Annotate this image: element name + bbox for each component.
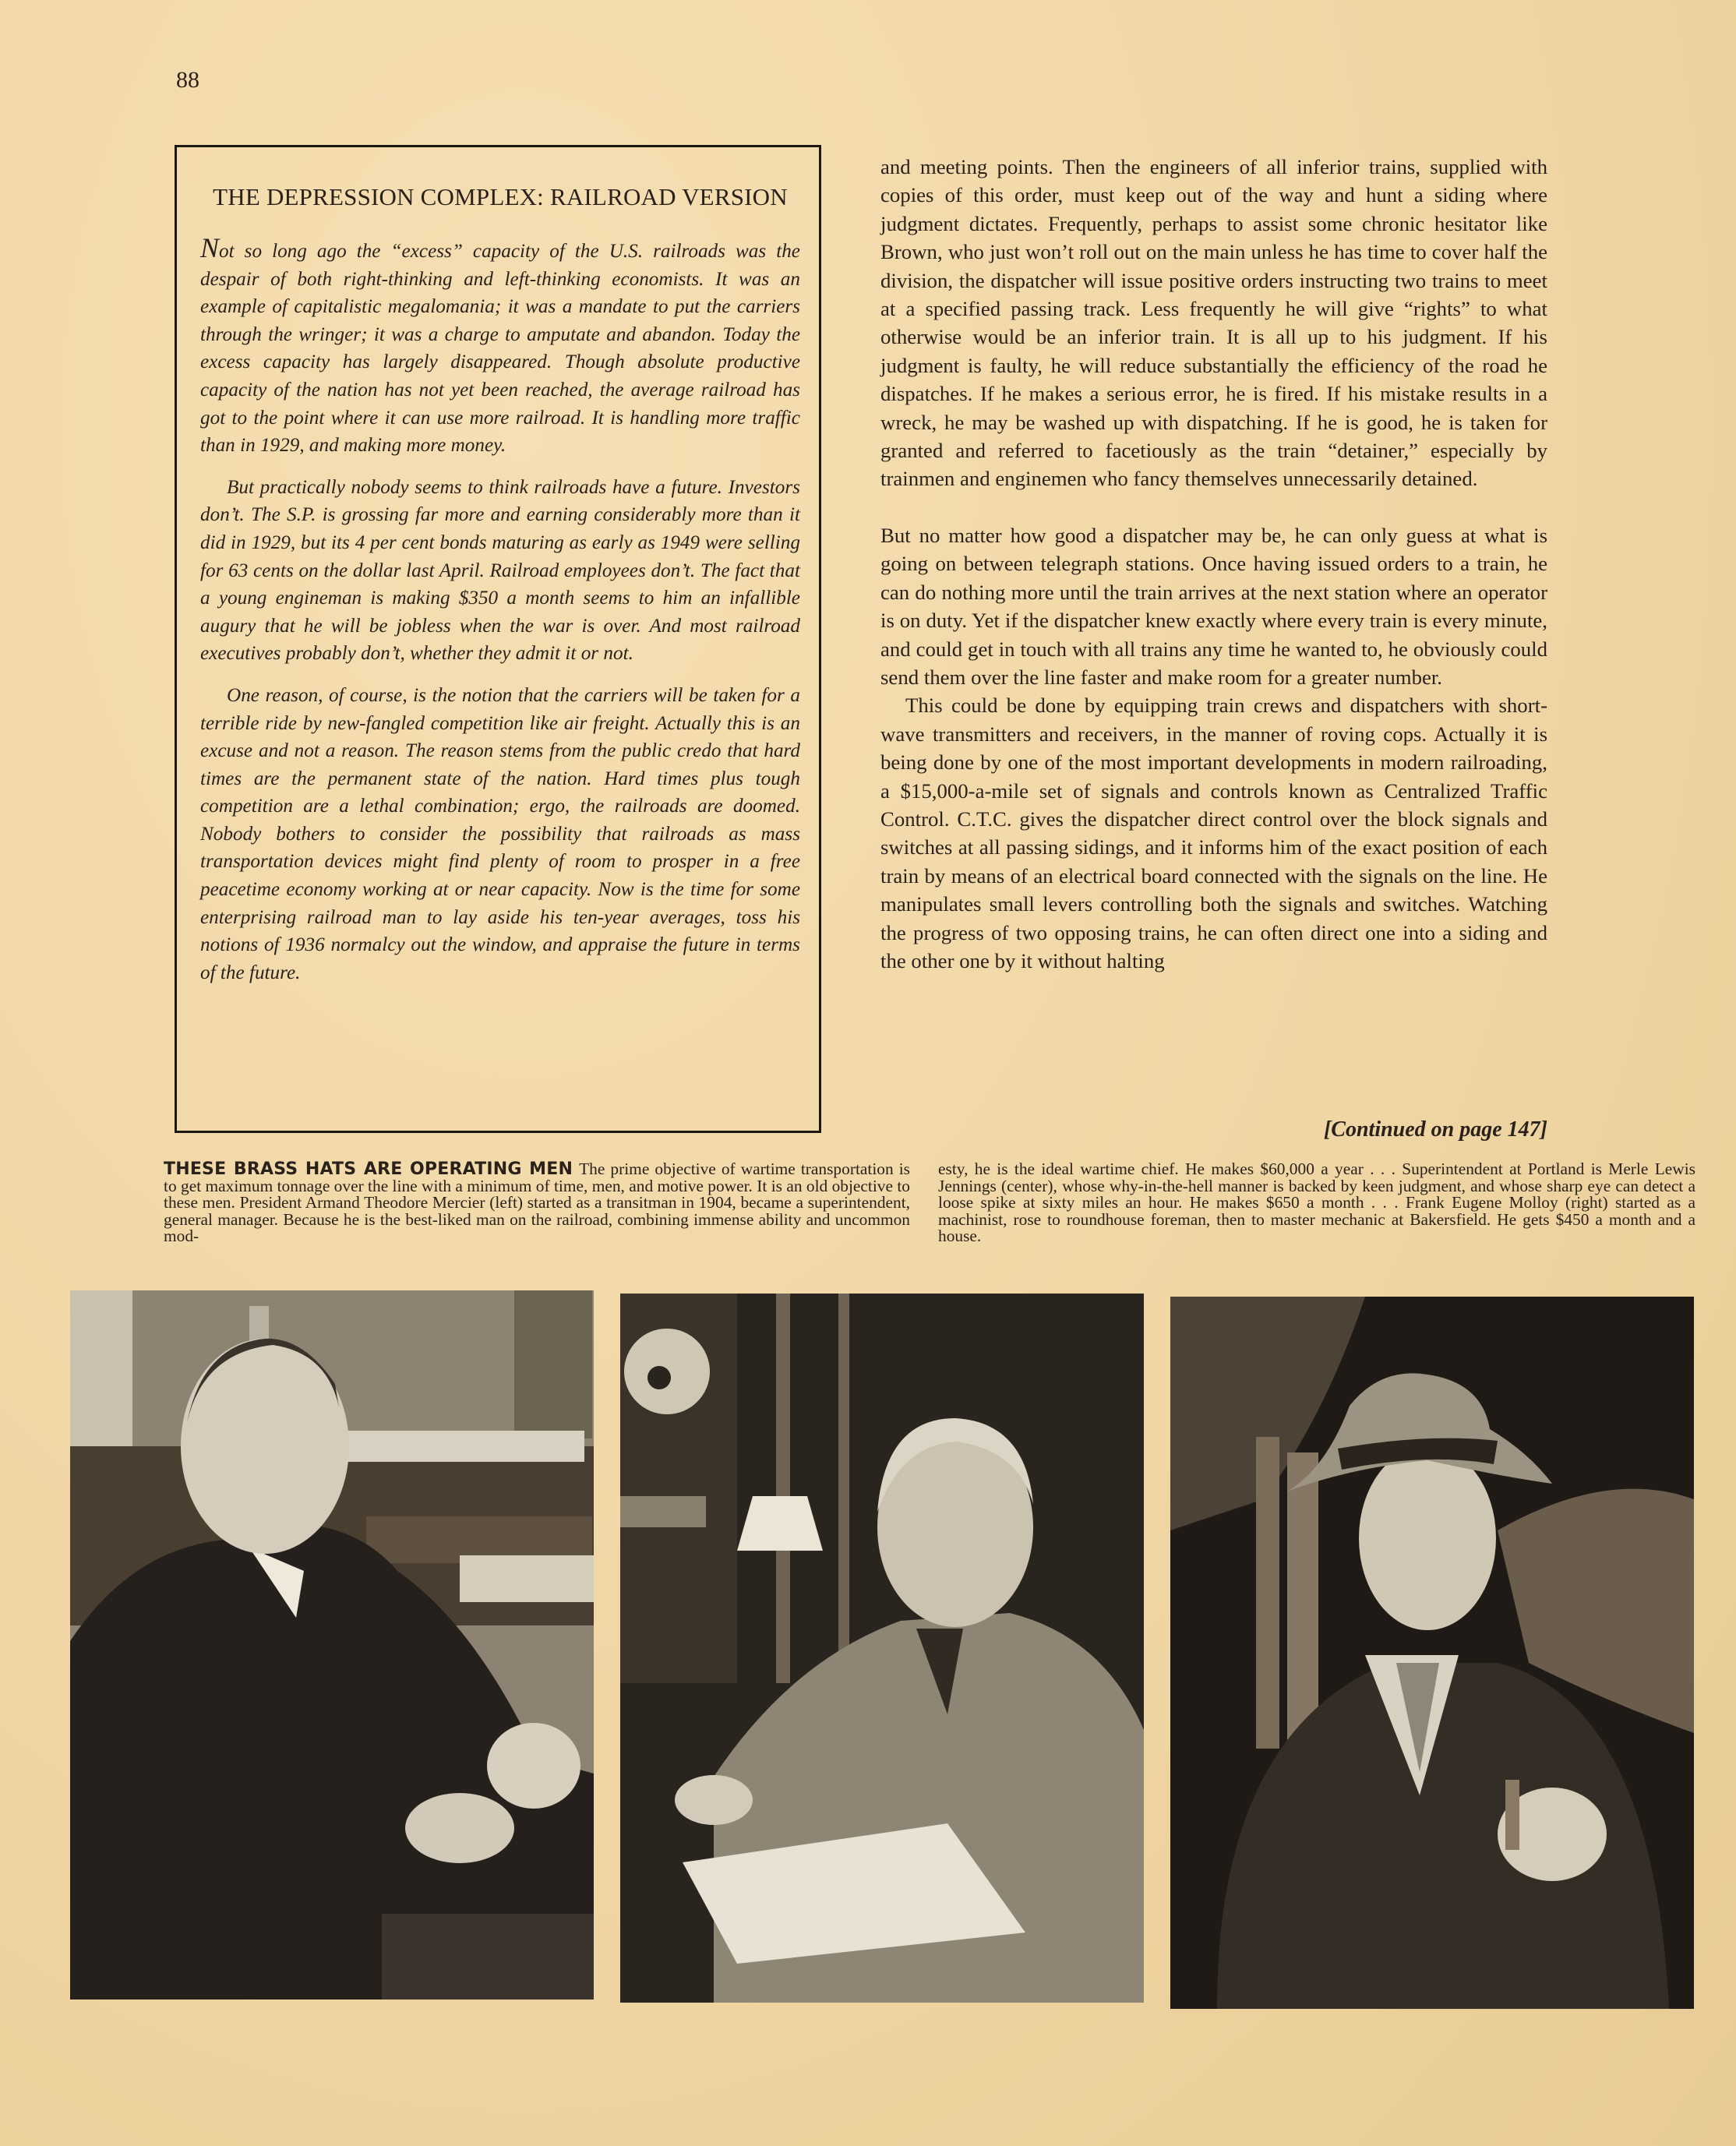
portrait-illustration [70, 1290, 594, 2000]
photo-molloy [1170, 1297, 1694, 2009]
continued-link[interactable]: [Continued on page 147] [1323, 1117, 1547, 1142]
sidebar-title: THE DEPRESSION COMPLEX: RAILROAD VERSION [213, 183, 788, 210]
article-paragraph: and meeting points. Then the engineers of all inferior trains, supplied with copies of this order, must keep out of the way and hunt a siding where judgment dictates. Frequently, perhaps to assist some chronic hesitator like Brown, who just won’t roll out on the main unless he has time to cover half the division, the dispatcher will issue positive orders instructing two trains to meet at a specified passing track. Less frequently he will give “rights” to what otherwise would be an inferior train. It is all up to his judgment. If his judgment is faulty, he will reduce substantially the efficiency of the road he dispatches. If he makes a serious error, he is fired. If his mistake results in a wreck, he may be washed up with dispatching. If he is good, he is taken for granted and referred to facetiously as the train “detainer,” especially by trainmen and enginemen who fancy themselves unnecessarily detained. [880, 155, 1547, 491]
continued-note [1262, 1117, 1547, 1142]
photo-caption-right: esty, he is the ideal wartime chief. He makes $60,000 a year . . . Superintendent at Portland is Merle Lewis Jennings (center), whose why-in-the-hell manner is backed by keen judgment, and whose sharp eye can detect a loose spike at sixty miles an hour. He makes $650 a month . . . Frank Eugene Molloy (right) started as a machinist, rose to roundhouse foreman, then to master mechanic at Bakersfield. He gets $450 a month and a house. [938, 1159, 1695, 1246]
article-column [880, 153, 1547, 975]
article-paragraph: This could be done by equipping train crews and dispatchers with short-wave transmitters and receivers, in the manner of roving cops. Actually it is being done by one of the most important developments in modern railroading, a $15,000-a-mile set of signals and controls known as Centralized Traffic Control. C.T.C. gives the dispatcher direct control over the block signals and switches at all passing sidings, and it informs him of the exact position of each train by means of an electrical board connected with the signals on the line. He manipulates small levers controlling both the signals and switches. Watching the progress of two opposing trains, he can often direct one into a siding and the other one by it without halting [880, 694, 1547, 972]
page-number: 88 [176, 67, 199, 93]
sidebar-paragraph: But practically nobody seems to think railroads have a future. Investors don’t. The S.P. is grossing far more and earning considerably more than it did in 1929, but its 4 per cent bonds maturing as early as 1949 were selling for 63 cents on the dollar last April. Railroad employees don’t. The fact that a young engineman is making $350 a month seems to him an infallible augury that he will be jobless when the war is over. And most railroad executives probably don’t, whether they admit it or not. [200, 476, 800, 665]
portrait-illustration [1170, 1297, 1694, 2009]
sidebar-paragraph [200, 232, 800, 460]
sidebar-paragraph: One reason, of course, is the notion that the carriers will be taken for a terrible ride by new-fangled competition like air freight. Actually this is an excuse and not a reason. The reason stems from the public credo that hard times are the permanent state of the nation. Hard times plus tough competition are a lethal combination; ergo, the railroads are doomed. Nobody bothers to consider the possibility that railroads as mass transportation devices might find plenty of room to prosper in a free peacetime economy working at or near capacity. Now is the time for some enterprising railroad man to lay aside his ten-year averages, toss his notions of 1936 normalcy out the window, and appraise the future in terms of the future. [200, 684, 800, 983]
photo-caption-left [164, 1161, 910, 1245]
caption-text: The prime objective of wartime transportation is to get maximum tonnage over the line with a minimum of time, men, and motive power. It is an old objective to these men. President Armand Theodore Mercier (left) started as a transitman in 1904, became a superintendent, general manager. Because he is the best-liked man on the railroad, combining immense ability and uncommon mod- [164, 1159, 910, 1246]
article-paragraph: But no matter how good a dispatcher may be, he can only guess at what is going on between telegraph stations. Once having issued orders to a train, he can do nothing more until the train arrives at the next station where an operator is on duty. Yet if the dispatcher knew exactly where every train is every minute, and could get in touch with all trains any time he wanted to, he obviously could send them over the line faster and make room for a greater number. [880, 523, 1547, 689]
photo-jennings [620, 1294, 1144, 2003]
photo-mercier [70, 1290, 594, 2000]
caption-heading: THESE BRASS HATS ARE OPERATING MEN [164, 1159, 573, 1179]
sidebar-paragraph-text: ot so long ago the “excess” capacity of the U.S. railroads was the despair of both right-thinking and left-thinking economists. It was an example of capitalistic megalomania; it was a mandate to put the carriers through the wringer; it was a charge to amputate and abandon. Today the excess capacity has largely disappeared. Though absolute productive capacity of the nation has not yet been reached, the average railroad has got to the point where it can use more railroad. It is handling more traffic than in 1929, and making more money. [200, 241, 800, 457]
sidebar-box [175, 145, 821, 1133]
drop-cap: N [200, 232, 220, 263]
portrait-illustration [620, 1294, 1144, 2003]
